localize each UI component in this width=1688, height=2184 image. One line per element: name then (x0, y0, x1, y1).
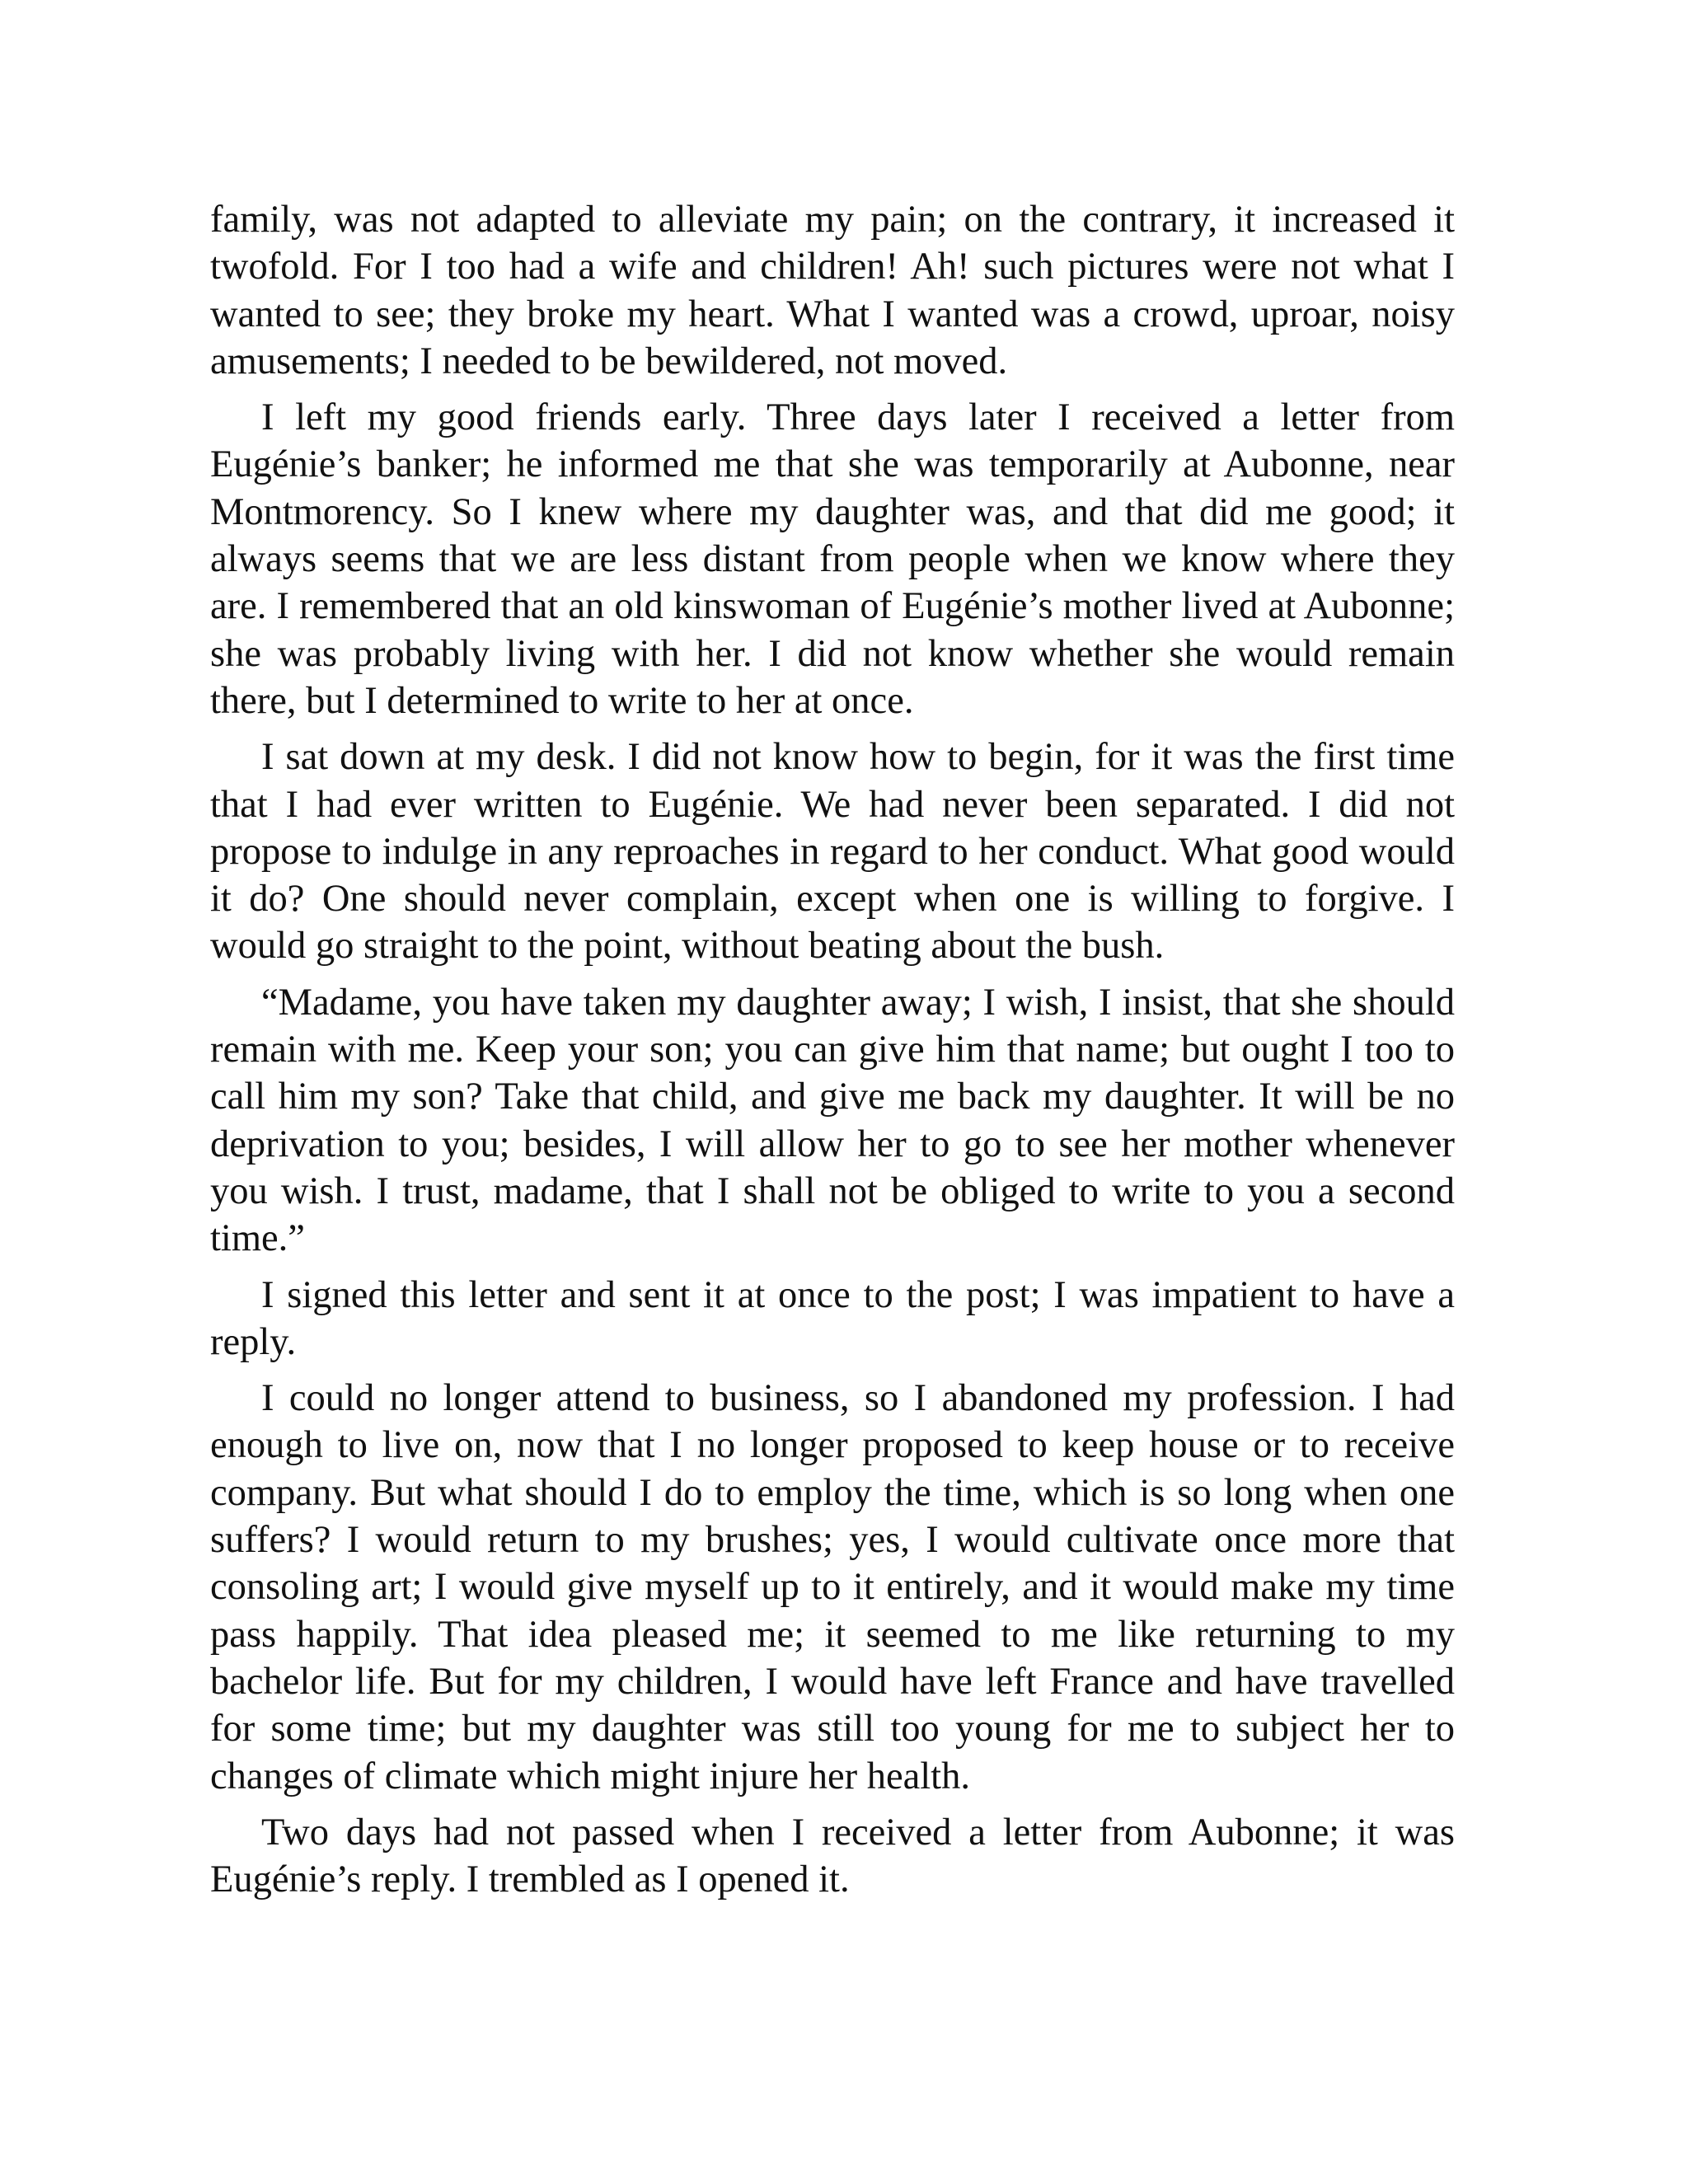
paragraph-5: I signed this letter and sent it at once to the post; I was impatient to have a reply. (210, 1273, 1455, 1363)
paragraph-1: family, was not adapted to alleviate my pain; on the contrary, it increased it twofold. For I too had a wife and children! Ah! such pictures were not what I wanted to see; they broke my heart. What I wanted was a crowd, uproar, noisy amusements; I needed to be bewildered, not moved. (210, 199, 1455, 382)
page-body (210, 196, 1455, 1912)
paragraph-7: Two days had not passed when I received a letter from Aubonne; it was Eugénie’s reply. I trembled as I opened it. (210, 1811, 1455, 1901)
paragraph-2: I left my good friends early. Three days later I received a letter from Eugénie’s banker; he informed me that she was temporarily at Aubonne, near Montmorency. So I knew where my daughter was, and that did me good; it always seems that we are less distant from people when we know where they are. I remembered that an old kinswoman of Eugénie’s mother lived at Aubonne; she was probably living with her. I did not know whether she would remain there, but I determined to write to her at once. (210, 396, 1455, 722)
paragraph-6: I could no longer attend to business, so I abandoned my profession. I had enough to live on, now that I no longer proposed to keep house or to receive company. But what should I do to employ the time, which is so long when one suffers? I would return to my brushes; yes, I would cultivate once more that consoling art; I would give myself up to it entirely, and it would make my time pass happily. That idea pleased me; it seemed to me like returning to my bachelor life. But for my children, I would have left France and have travelled for some time; but my daughter was still too young for me to subject her to changes of climate which might injure her health. (210, 1377, 1455, 1797)
paragraph-4: “Madame, you have taken my daughter away; I wish, I insist, that she should remain with me. Keep your son; you can give him that name; but ought I too to call him my son? Take that child, and give me back my daughter. It will be no deprivation to you; besides, I will allow her to go to see her mother whenever you wish. I trust, madame, that I shall not be obliged to write to you a second time.” (210, 981, 1455, 1260)
paragraph-3: I sat down at my desk. I did not know how to begin, for it was the first time that I had ever written to Eugénie. We had never been separated. I did not propose to indulge in any reproaches in regard to her conduct. What good would it do? One should never complain, except when one is willing to forgive. I would go straight to the point, without beating about the bush. (210, 736, 1455, 968)
